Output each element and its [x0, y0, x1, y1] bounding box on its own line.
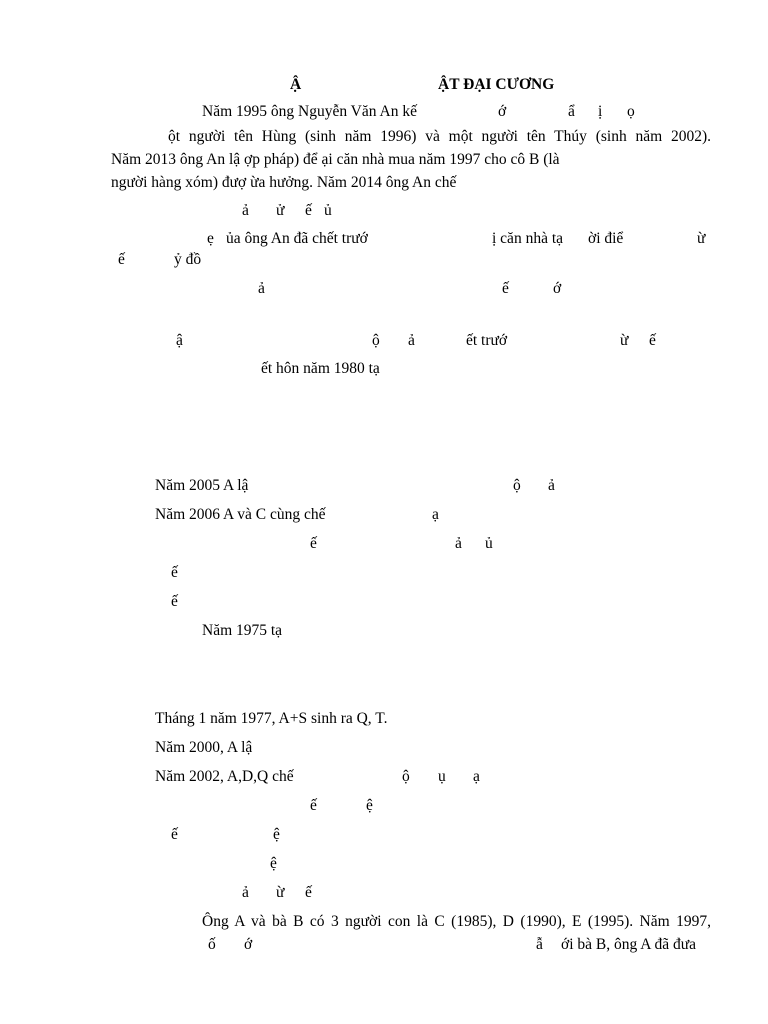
f5a: ả	[242, 202, 249, 219]
b4-l1: Ông A và bà B có 3 người con là C (1985), D (1990), E (1995). Năm 1997,	[202, 913, 711, 930]
b2-c2: ả	[455, 535, 462, 552]
b2-c3: ủ	[485, 535, 493, 552]
b2-d1: ế	[171, 564, 178, 581]
b3-c4: ạ	[473, 768, 480, 785]
f5c: ế	[305, 202, 312, 219]
f5d: ủ	[324, 202, 332, 219]
b2-c1: ế	[310, 535, 317, 552]
f6b: ủa ông An đã chết trướ	[226, 230, 368, 247]
b3-g2: ừ	[276, 884, 285, 901]
b2-b2: ạ	[432, 506, 439, 523]
b3-e1: ế	[171, 826, 178, 843]
f9a: ậ	[176, 332, 183, 349]
title-left: Ậ	[290, 76, 302, 93]
f8b: ế	[502, 280, 509, 297]
f9c: ả	[408, 332, 415, 349]
b4-l2a: ố	[208, 936, 216, 953]
p1-l4: người hàng xóm) đượ ừa hưởng. Năm 2014 ông An chế	[111, 174, 457, 191]
b3-d2: ệ	[366, 797, 373, 814]
title-right: ẬT ĐẠI CƯƠNG	[438, 76, 555, 93]
p1-l1-b: ớ	[498, 103, 507, 120]
b4-l2c: ẫ	[536, 936, 543, 953]
f10: ết hôn năm 1980 tạ	[261, 360, 380, 377]
b3-c2: ộ	[402, 768, 410, 785]
f9f: ế	[649, 332, 656, 349]
p1-l1-e: ọ	[627, 103, 635, 120]
b3-c3: ụ	[438, 768, 446, 785]
p1-l1-a: Năm 1995 ông Nguyễn Văn An kế	[202, 103, 417, 120]
p1-l1-d: ị	[598, 103, 603, 120]
f8a: ả	[258, 280, 265, 297]
f8c: ớ	[553, 280, 562, 297]
p1-l2: ột người tên Hùng (sinh năm 1996) và một người tên Thúy (sinh năm 2002).	[168, 128, 711, 145]
p1-l1-c: ẩ	[568, 103, 575, 120]
b3-a1: Tháng 1 năm 1977, A+S sinh ra Q, T.	[155, 710, 388, 727]
b3-g1: ả	[242, 884, 249, 901]
b3-c1: Năm 2002, A,D,Q chế	[155, 768, 294, 785]
f9e: ừ	[620, 332, 629, 349]
b2-f1: Năm 1975 tạ	[202, 622, 283, 639]
f9b: ộ	[372, 332, 380, 349]
b3-d1: ế	[310, 797, 317, 814]
b2-e1: ế	[171, 593, 178, 610]
f6c: ị căn nhà tạ	[492, 230, 564, 247]
f6a: ẹ	[207, 230, 214, 247]
b4-l2d: ới bà B, ông A đã đưa	[561, 936, 696, 953]
p1-l3: Năm 2013 ông An lậ ợp pháp) để ại căn nhà mua năm 1997 cho cô B (là	[111, 151, 560, 168]
b3-b1: Năm 2000, A lậ	[155, 739, 253, 756]
b2-a2: ộ	[513, 477, 521, 494]
b2-a3: ả	[548, 477, 555, 494]
f9d: ết trướ	[466, 332, 508, 349]
b3-g3: ế	[305, 884, 312, 901]
b3-e2: ệ	[273, 826, 280, 843]
b3-f1: ệ	[270, 855, 277, 872]
b2-a1: Năm 2005 A lậ	[155, 477, 249, 494]
f6d: ời điể	[588, 230, 624, 247]
f5b: ử	[276, 202, 285, 219]
b2-b1: Năm 2006 A và C cùng chế	[155, 506, 326, 523]
f7a: ế	[118, 251, 125, 268]
b4-l2b: ớ	[244, 936, 253, 953]
f6e: ừ	[697, 230, 706, 247]
f7b: ỷ đồ	[174, 251, 202, 268]
